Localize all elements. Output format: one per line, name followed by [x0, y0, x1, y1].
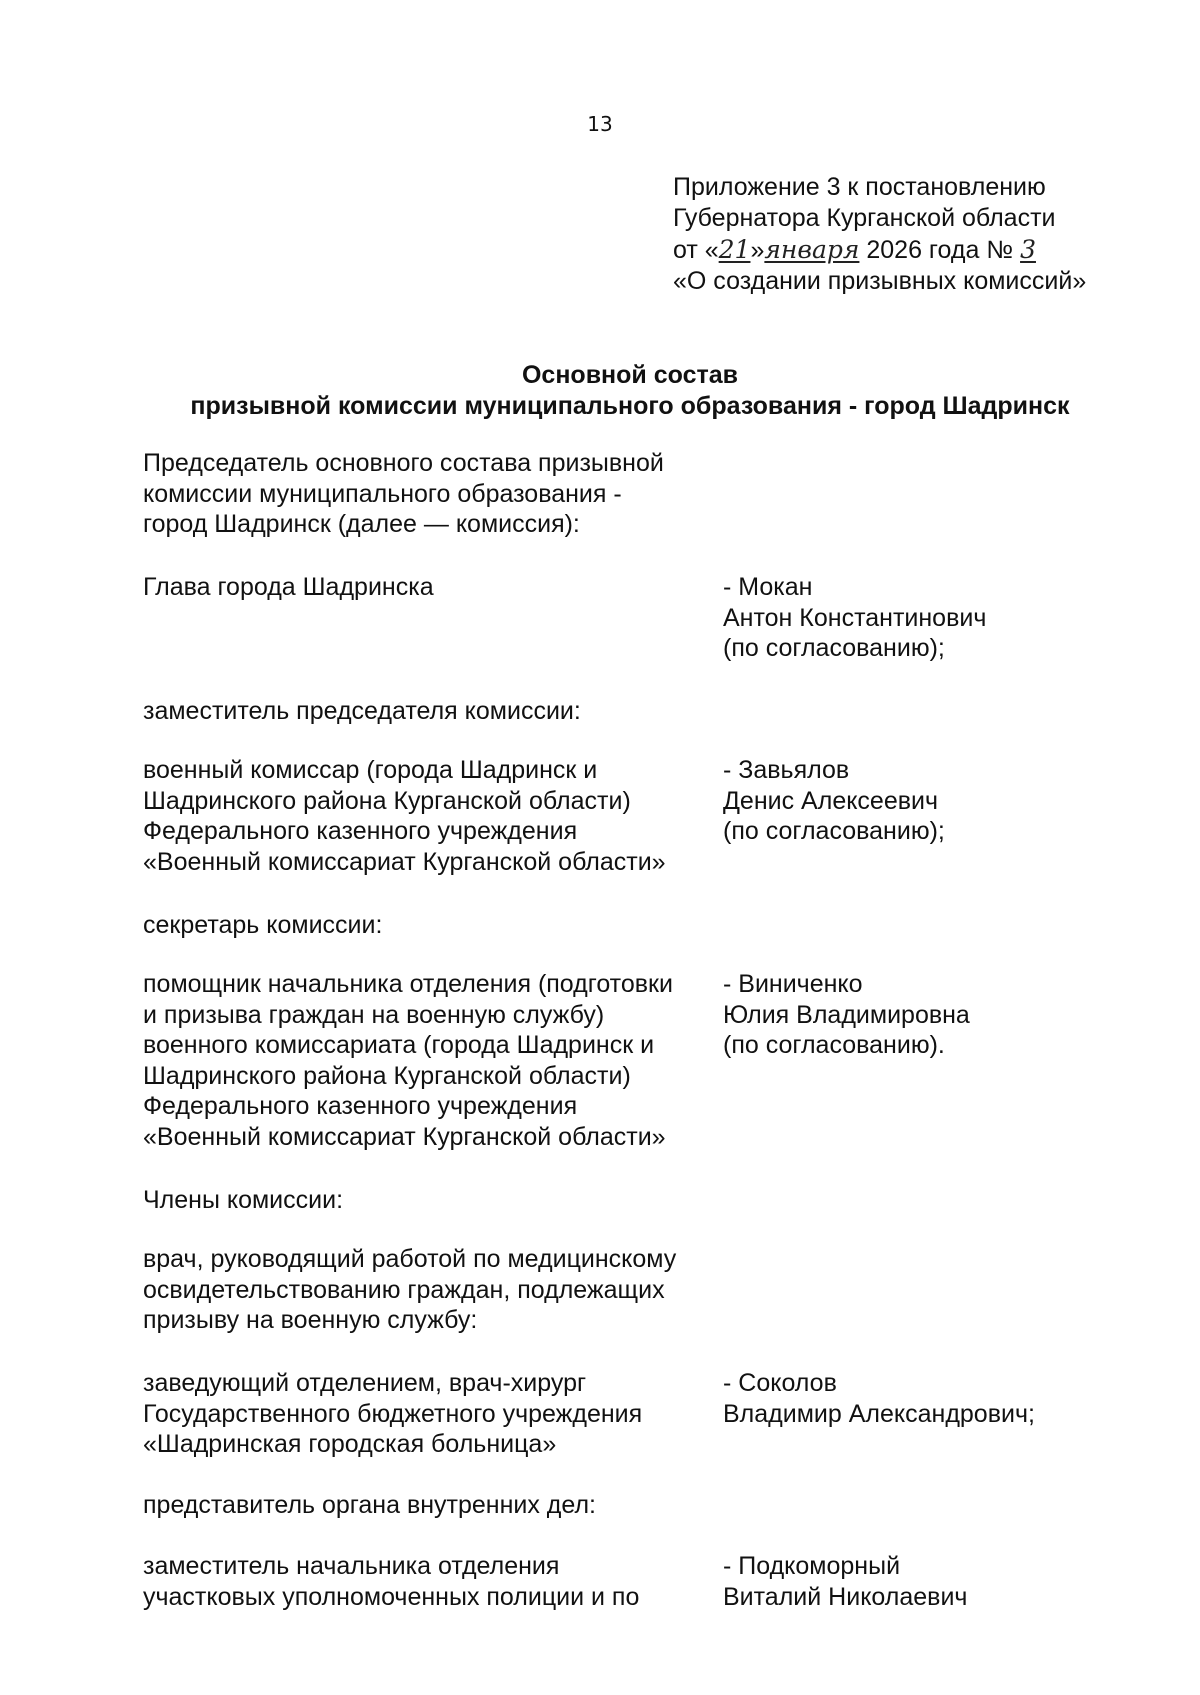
- members-label: Члены комиссии:: [143, 1186, 344, 1214]
- document-title: [0, 360, 1200, 422]
- appendix-line-4: «О создании призывных комиссий»: [673, 267, 1087, 295]
- appendix-line-1: Приложение 3 к постановлению: [673, 173, 1046, 201]
- appendix-line-2: Губернатора Курганской области: [673, 204, 1056, 232]
- member-position: заведующий отделением, врач-хирург Государственного бюджетного учреждения «Шадринская городская больница»: [143, 1369, 643, 1458]
- chairman-heading: Председатель основного состава призывной комиссии муниципального образования - город Шадринск (далее — комиссия):: [143, 449, 664, 538]
- member-name: - Виниченко Юлия Владимировна (по согласованию).: [723, 970, 970, 1059]
- handwritten-month: января: [764, 235, 860, 264]
- appendix-date-line: [673, 234, 1086, 266]
- member-position: заместитель начальника отделения участковых уполномоченных полиции и по: [143, 1552, 640, 1611]
- doctor-label: врач, руководящий работой по медицинскому освидетельствованию граждан, подлежащих призыву на военную службу:: [143, 1245, 677, 1334]
- date-suffix: 2026 года №: [859, 236, 1021, 264]
- handwritten-day: 21: [718, 235, 751, 264]
- handwritten-number: 3: [1020, 235, 1036, 264]
- member-position: помощник начальника отделения (подготовки и призыва граждан на военную службу) военного комиссариата (города Шадринск и Шадринского района Курганской области) Федерального казенного учреждения «Военный комиссариат Курганской области»: [143, 970, 673, 1151]
- date-mid: »: [750, 236, 765, 264]
- member-name: - Мокан Антон Константинович (по согласованию);: [723, 573, 987, 662]
- member-position: военный комиссар (города Шадринск и Шадринского района Курганской области) Федерального казенного учреждения «Военный комиссариат Курганской области»: [143, 756, 666, 876]
- page-number: 13: [587, 112, 613, 136]
- appendix-header: [673, 172, 1086, 297]
- member-name: - Завьялов Денис Алексеевич (по согласованию);: [723, 756, 945, 845]
- title-line-1: Основной состав: [521, 361, 739, 389]
- title-line-2: призывной комиссии муниципального образования - город Шадринск: [190, 392, 1070, 420]
- member-name: - Подкоморный Виталий Николаевич: [723, 1552, 968, 1611]
- police-label: представитель органа внутренних дел:: [143, 1491, 597, 1519]
- deputy-label: заместитель председателя комиссии:: [143, 697, 581, 725]
- member-position: Глава города Шадринска: [143, 573, 434, 601]
- member-name: - Соколов Владимир Александрович;: [723, 1369, 1035, 1428]
- secretary-label: секретарь комиссии:: [143, 911, 383, 939]
- date-prefix: от «: [673, 236, 719, 264]
